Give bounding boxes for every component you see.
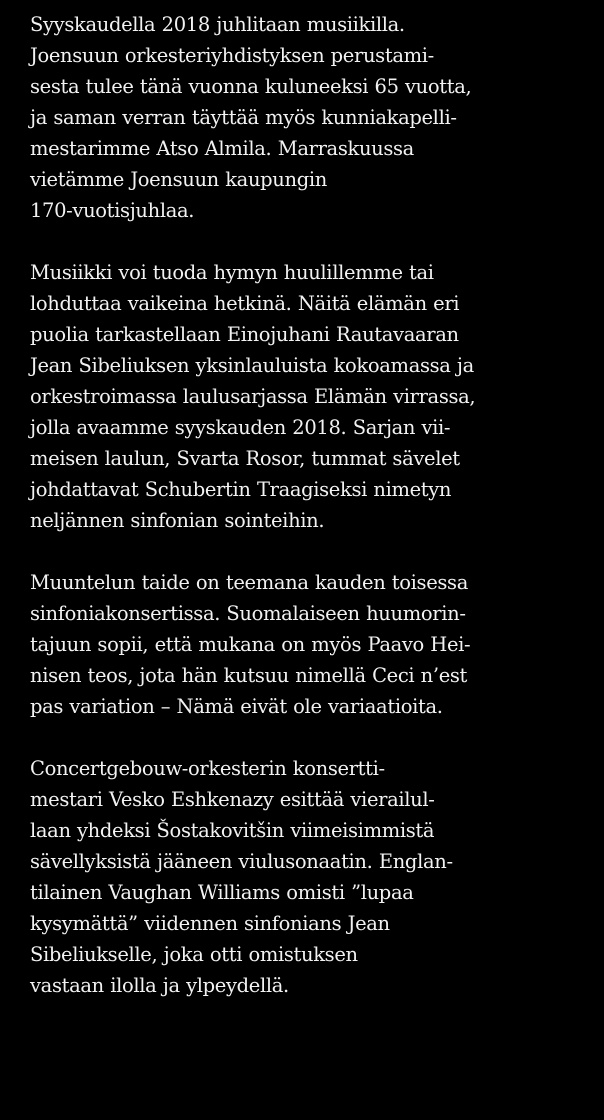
text-line: laan yhdeksi Šostakovitšin viimeisimmistä [30,819,435,842]
text-line: tajuun sopii, että mukana on myös Paavo Hei- [30,633,471,656]
text-line: Musiikki voi tuoda hymyn huulillemme tai [30,261,434,284]
text-line: nisen teos, jota hän kutsuu nimellä Ceci n’est [30,664,468,687]
text-line: tilainen Vaughan Williams omisti ”lupaa [30,881,414,904]
text-line: Sibeliukselle, joka otti omistuksen [30,943,358,966]
paragraph-season-opening [30,257,580,536]
article-text-column [30,9,580,1032]
text-line: sinfoniakonsertissa. Suomalaiseen huumorin- [30,602,466,625]
text-line: puolia tarkastellaan Einojuhani Rautavaaran [30,323,459,346]
text-line: sävellyksistä jääneen viulusonaatin. Englan- [30,850,453,873]
text-line: lohduttaa vaikeina hetkinä. Näitä elämän eri [30,292,460,315]
text-line: sesta tulee tänä vuonna kuluneeksi 65 vuotta, [30,75,472,98]
text-line: Muuntelun taide on teemana kauden toisessa [30,571,468,594]
text-line: neljännen sinfonian sointeihin. [30,509,325,532]
text-line: 170-vuotisjuhlaa. [30,199,195,222]
paragraph-season-celebration [30,9,580,226]
text-line: Concertgebouw-orkesterin konsertti- [30,757,385,780]
text-line: vietämme Joensuun kaupungin [30,168,327,191]
text-line: johdattavat Schubertin Traagiseksi nimetyn [30,478,452,501]
text-line: Joensuun orkesteriyhdistyksen perustami- [30,44,434,67]
text-line: meisen laulun, Svarta Rosor, tummat sävelet [30,447,460,470]
text-line: kysymättä” viidennen sinfonians Jean [30,912,390,935]
text-line: mestari Vesko Eshkenazy esittää vierailul- [30,788,435,811]
text-line: orkestroimassa laulusarjassa Elämän virrassa, [30,385,476,408]
text-line: vastaan ilolla ja ylpeydellä. [30,974,289,997]
text-line: jolla avaamme syyskauden 2018. Sarjan vii- [30,416,451,439]
text-line: mestarimme Atso Almila. Marraskuussa [30,137,414,160]
paragraph-variation-concert [30,567,580,722]
text-line: Syyskaudella 2018 juhlitaan musiikilla. [30,13,405,36]
text-line: Jean Sibeliuksen yksinlauluista kokoamassa ja [30,354,474,377]
text-line: ja saman verran täyttää myös kunniakapelli- [30,106,457,129]
paragraph-guest-soloist [30,753,580,1001]
text-line: pas variation – Nämä eivät ole variaatioita. [30,695,443,718]
